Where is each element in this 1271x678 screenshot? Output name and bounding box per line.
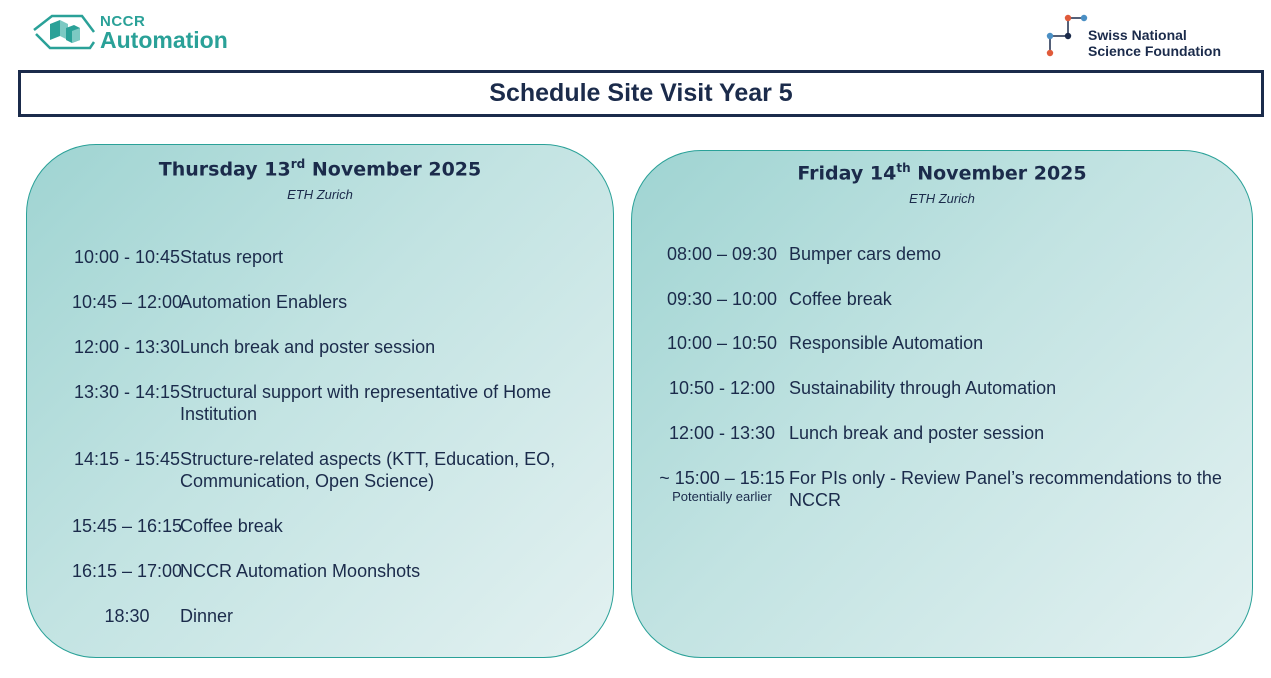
session-label: For PIs only - Review Panel’s recommendations to the NCCR <box>789 468 1222 510</box>
session-time: 14:15 - 15:45 <box>73 449 181 469</box>
venue-label: ETH Zurich <box>287 187 353 202</box>
cubes-icon <box>32 12 98 52</box>
nccr-logo-big-text: Automation <box>100 27 228 53</box>
day-heading-ordinal: th <box>896 161 911 175</box>
day-heading-suffix: November 2025 <box>305 158 482 181</box>
network-nodes-icon <box>1044 12 1088 60</box>
venue-label: ETH Zurich <box>909 191 975 206</box>
session-time: 08:00 – 09:30 <box>666 244 778 264</box>
day-heading-prefix: Friday 14 <box>797 162 897 185</box>
snsf-line-1: Swiss National <box>1088 27 1187 43</box>
snsf-logo <box>1044 12 1244 60</box>
session-time: 10:00 - 10:45 <box>73 247 181 267</box>
day-heading-prefix: Thursday 13 <box>158 158 291 181</box>
friday-schedule-panel <box>631 150 1253 658</box>
session-label: Coffee break <box>789 289 892 309</box>
snsf-line-2: Science Foundation <box>1088 43 1222 59</box>
session-time: ~ 15:00 – 15:15 <box>659 468 785 488</box>
session-time: 10:45 – 12:00 <box>71 292 183 312</box>
day-heading <box>27 157 613 180</box>
session-label: Automation Enablers <box>180 292 348 312</box>
session-time: 10:50 - 12:00 <box>668 378 776 398</box>
session-time-note: Potentially earlier <box>672 489 772 504</box>
session-label: Lunch break and poster session <box>180 337 436 357</box>
session-label: Status report <box>180 247 284 267</box>
thursday-schedule-panel <box>26 144 614 658</box>
session-time: 12:00 - 13:30 <box>73 337 181 357</box>
day-heading-ordinal: rd <box>290 157 306 171</box>
session-label: Dinner <box>180 606 234 626</box>
day-heading <box>632 161 1252 184</box>
session-time: 10:00 – 10:50 <box>666 333 778 353</box>
nccr-automation-logo <box>32 12 242 54</box>
session-time-block <box>642 467 802 505</box>
session-label: Structure-related aspects (KTT, Education, EO, Communication, Open Science) <box>180 449 556 491</box>
session-label: Responsible Automation <box>789 333 984 353</box>
nccr-logo-small-text: NCCR <box>100 13 146 30</box>
session-time: 15:45 – 16:15 <box>71 516 183 536</box>
page-title: Schedule Site Visit Year 5 <box>489 79 793 107</box>
session-label: Sustainability through Automation <box>789 378 1057 398</box>
session-label: Coffee break <box>180 516 283 536</box>
session-time: 12:00 - 13:30 <box>668 423 776 443</box>
session-label: Bumper cars demo <box>789 244 942 264</box>
title-banner <box>18 70 1264 117</box>
day-heading-suffix: November 2025 <box>910 162 1087 185</box>
session-time: 13:30 - 14:15 <box>73 382 181 402</box>
session-time: 16:15 – 17:00 <box>71 561 183 581</box>
session-label: NCCR Automation Moonshots <box>180 561 421 581</box>
session-time: 18:30 <box>104 606 150 626</box>
session-time: 09:30 – 10:00 <box>666 289 778 309</box>
session-label: Structural support with representative of Home Institution <box>180 382 552 424</box>
session-label: Lunch break and poster session <box>789 423 1045 443</box>
snsf-logo-text <box>1088 27 1221 59</box>
